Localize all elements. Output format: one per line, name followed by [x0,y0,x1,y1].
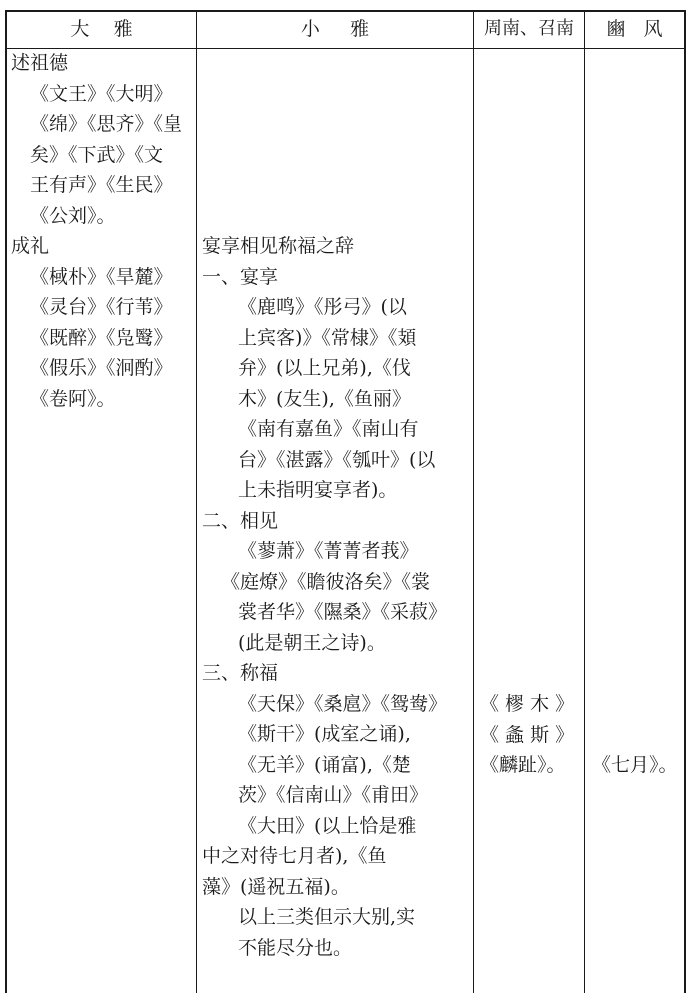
header-binfeng: 豳 风 [606,18,663,40]
xiaoya-note-line: 以上三类但示大别,实 [238,906,416,928]
xiaoya-column [202,231,472,963]
xiaoya-line: 木》(友生),《鱼丽》 [238,387,411,410]
daya-line: 《公刘》。 [30,204,116,227]
header-daya: 大 雅 [70,18,133,40]
zhounan-line: 《麟趾》。 [480,754,566,776]
xiaoya-line: 裳者华》《隰桑》《采菽》 [238,601,448,623]
xiaoya-line: (此是朝王之诗)。 [238,631,386,654]
daya-heading-chengli: 成礼 [11,235,50,257]
daya-line: 《灵台》《行苇》 [30,296,173,318]
xiaoya-line: 弁》(以上兄弟),《伐 [238,357,411,379]
column-divider-3 [584,10,585,993]
xiaoya-heading-chengfu: 三、称福 [202,662,279,684]
daya-line: 《棫朴》《旱麓》 [30,265,173,288]
xiaoya-line: 《无羊》(诵富),《楚 [238,753,411,776]
daya-line: 《假乐》《泂酌》 [30,357,173,379]
xiaoya-line: 《庭燎》《瞻彼洛矣》《裳 [221,570,431,593]
zhounan-line: 《 樛 木 》 [480,693,575,715]
xiaoya-line: 台》《湛露》《瓠叶》(以 [238,448,436,471]
xiaoya-line: 《斯干》(成室之诵), [238,723,411,745]
xiaoya-line: 藻》(遥祝五福)。 [202,875,350,898]
daya-line: 《文王》《大明》 [30,82,173,105]
column-divider-2 [473,10,474,993]
daya-line: 王有声》《生民》 [30,174,173,196]
zhounan-line: 《 螽 斯 》 [480,723,575,746]
xiaoya-line: 上未指明宴享者)。 [238,479,398,501]
binfeng-column [592,750,686,781]
xiaoya-line: 中之对待七月者),《鱼 [202,845,387,867]
zhounan-shaonan-column [480,689,583,781]
xiaoya-line: 《鹿鸣》《彤弓》(以 [238,296,407,318]
daya-line: 《卷阿》。 [30,387,116,410]
xiaoya-line: 上宾客)》《常棣》《頍 [238,326,417,349]
xiaoya-line: 《天保》《桑扈》《鸳鸯》 [238,692,448,715]
daya-heading-shuzude: 述祖德 [11,52,69,74]
daya-line: 《绵》《思齐》《皇 [30,113,183,135]
xiaoya-heading-yanxiang: 一、宴享 [202,265,279,288]
daya-column [11,48,195,414]
xiaoya-line: 《南有嘉鱼》《南山有 [238,418,419,440]
xiaoya-line: 《大田》(以上恰是雅 [238,814,417,837]
xiaoya-note-line: 不能尽分也。 [238,936,353,959]
xiaoya-heading-xiangjian: 二、相见 [202,509,279,532]
daya-line: 矣》《下武》《文 [30,143,164,166]
xiaoya-line: 《蓼萧》《菁菁者莪》 [238,540,419,562]
xiaoya-line: 茨》《信南山》《甫田》 [238,784,429,806]
xiaoya-title: 宴享相见称福之辞 [202,235,355,257]
binfeng-qiyue: 《七月》。 [592,754,678,776]
column-divider-1 [196,10,197,993]
header-xiaoya: 小 雅 [300,18,370,40]
daya-line: 《既醉》《凫鹥》 [30,326,173,349]
header-zhounan-shaonan: 周南、召南 [484,18,574,39]
